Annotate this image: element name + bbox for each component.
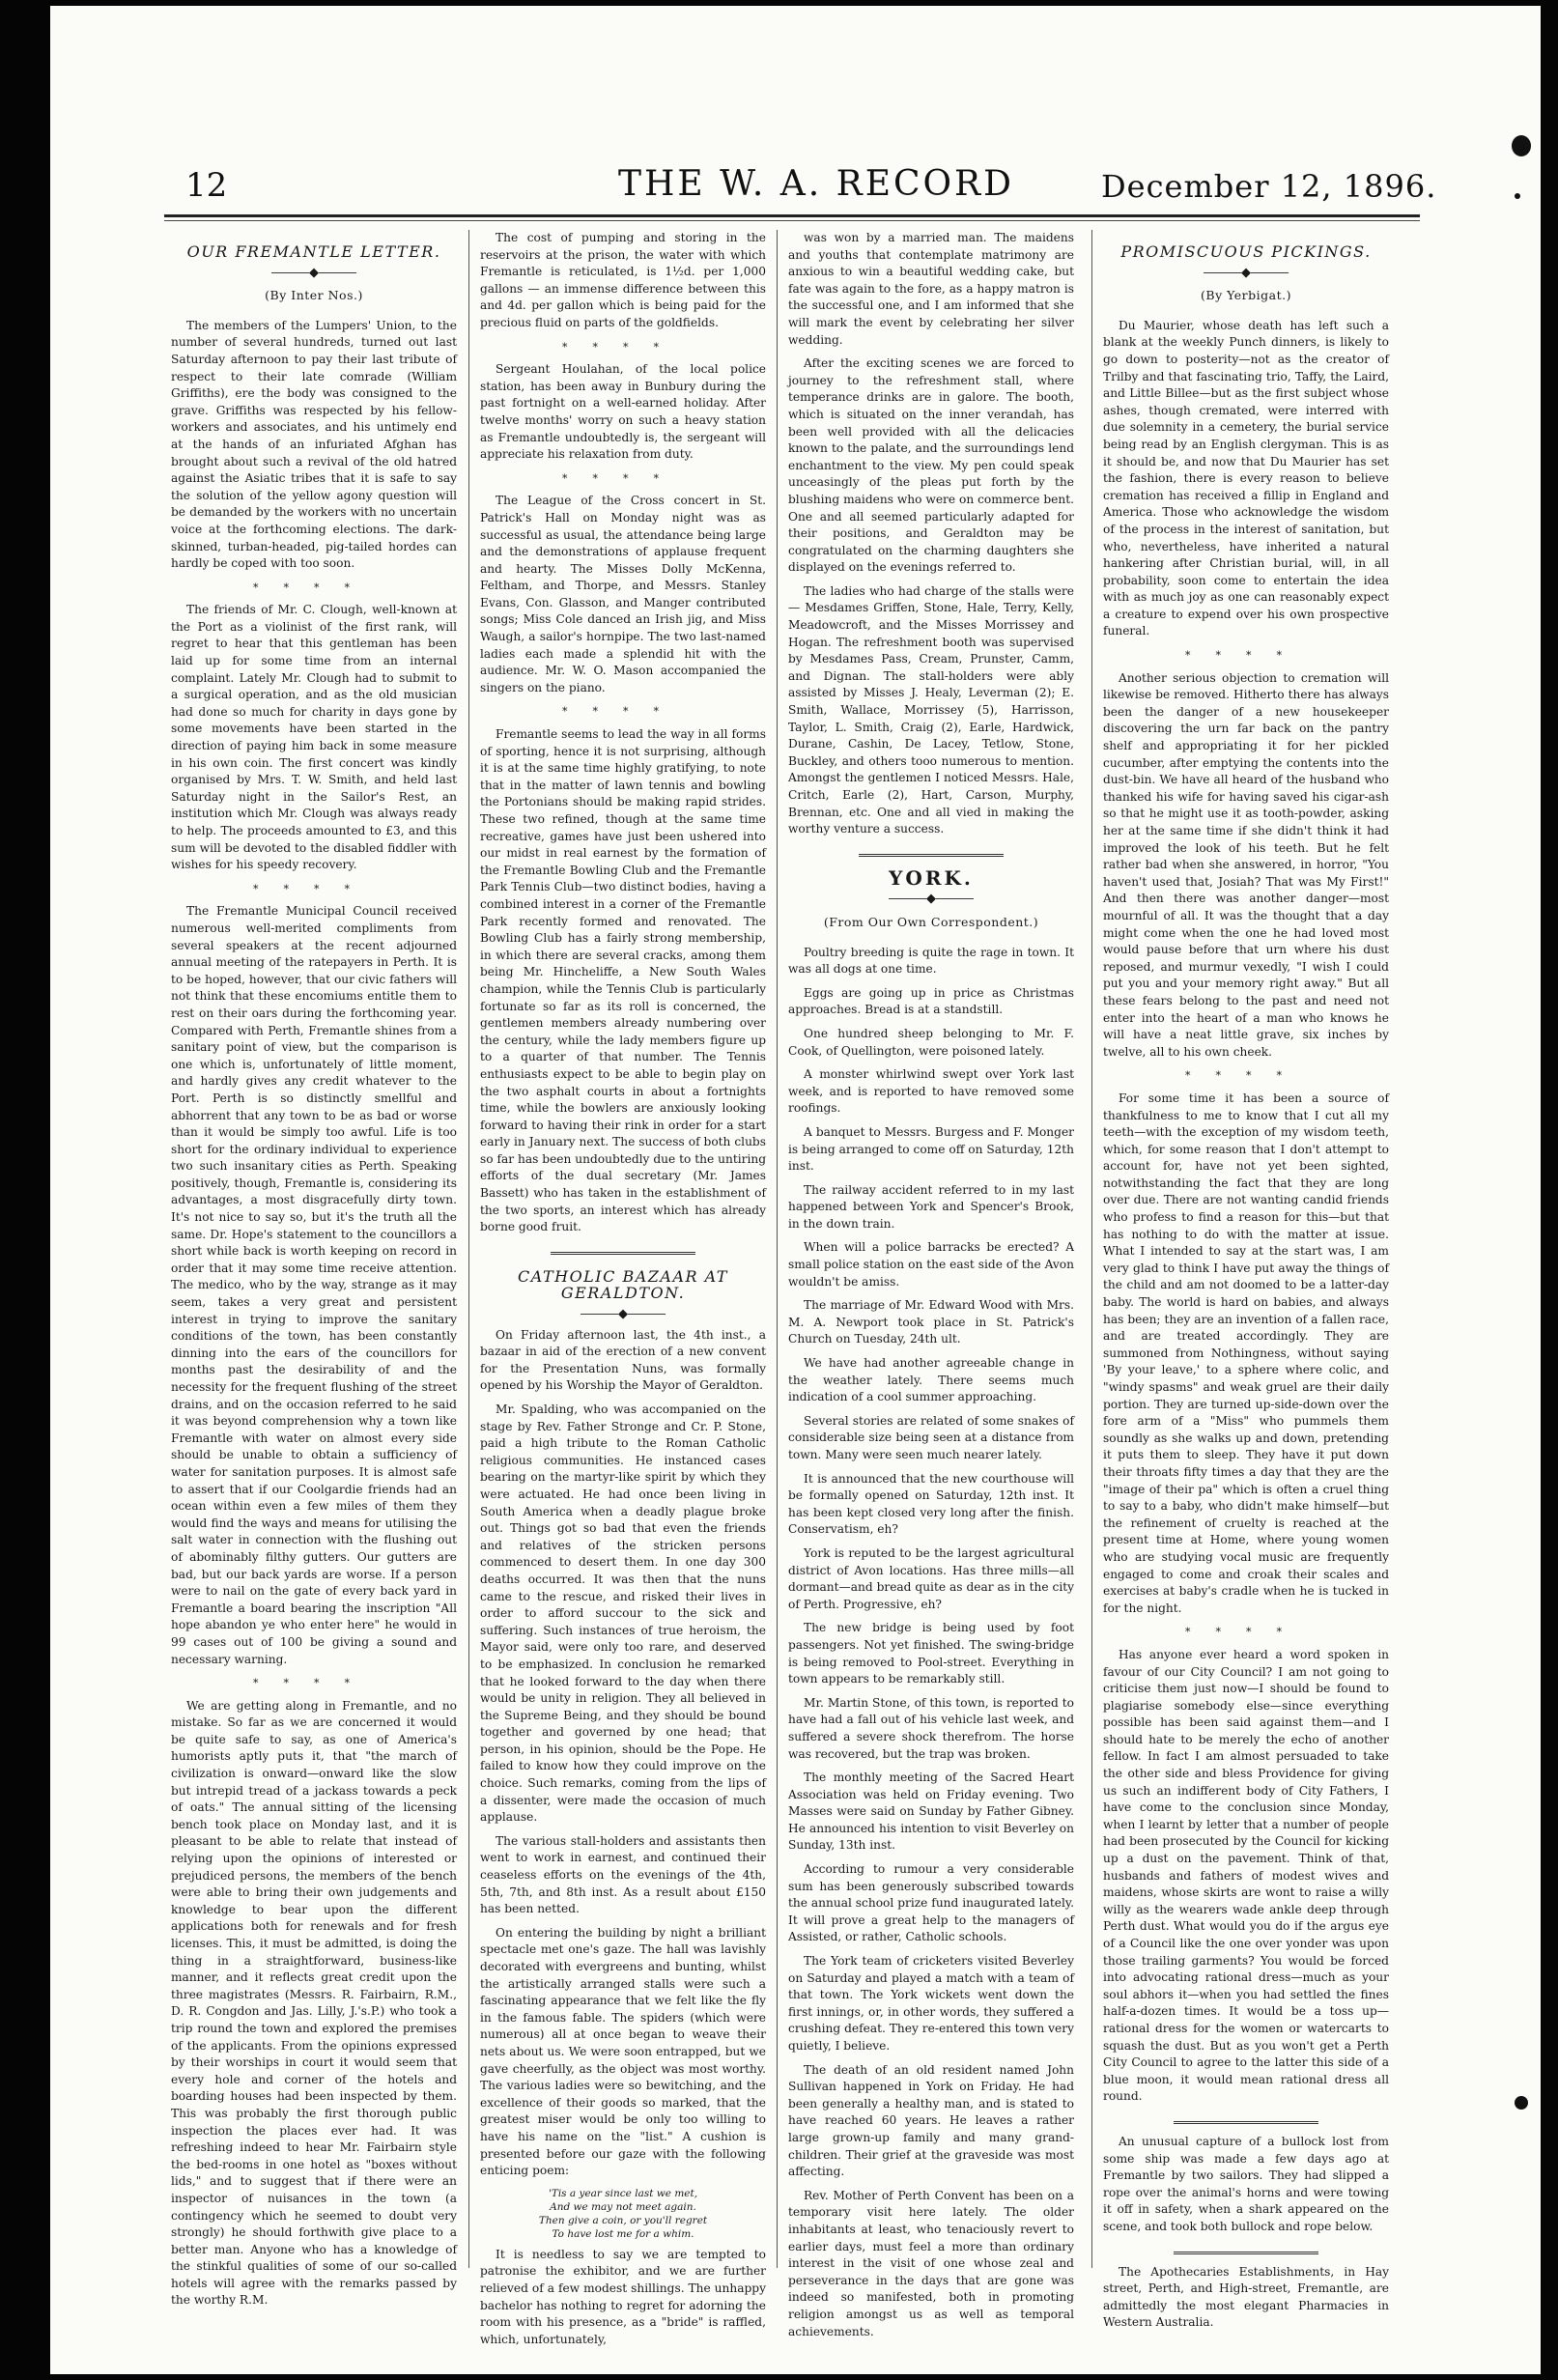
star-separator: **** xyxy=(562,471,684,485)
article-paragraph: The death of an old resident named John Sullivan happened in York on Friday. He had been generally a healthy man, and is stated to have reached 60 years. He leaves a rather large grown-up family and many grand-children. Their grief at the graveside was most affecting. xyxy=(788,2062,1074,2179)
article-paragraph: Has anyone ever heard a word spoken in favour of our City Council? I am not going to criticise them just now—I should be found to plagiarise somebody else—since everything possible has been said against them—and I should hate to be merely the echo of another fellow. In fact I am almost persuaded to take the other side and bless Providence for giving us such an indifferent body of City Fathers, I have come to the conclusion since Monday, when I learnt by letter that a number of people had been prosecuted by the Council for kicking up a dust on the pavement. Think of that, husbands and fathers of modest wives and maidens, whose skirts are wont to raise a willy willy as the wearers wade ankle deep through Perth dust. What would you do if the argus eye of a Council like the one over yonder was upon those trailing garments? You would be forced into advocating rational dress—much as your soul abhors it—when you had settled the fines half-a-dozen times. It would be a toss up—rational dress for the women or watercarts to squash the dust. But as you won't get a Perth City Council to agree to the latter this side of a blue moon, it would mean rational dress all round. xyxy=(1103,1647,1389,2104)
article-paragraph: When will a police barracks be erected? A small police station on the east side of the Avon wouldn't be amiss. xyxy=(788,1240,1074,1289)
article-paragraph: The new bridge is being used by foot passengers. Not yet finished. The swing-bridge is being removed to Pool-street. Everything in town appears to be remarkably still. xyxy=(788,1621,1074,1686)
poem-line: Then give a coin, or you'll regret xyxy=(538,2214,708,2226)
article-paragraph: The ladies who had charge of the stalls were — Mesdames Griffen, Stone, Hale, Terry, Kelly, Meadowcroft, and the Misses Morrissey and Hogan. The refreshment booth was supervised by Mesdames Pass, Cream, Prunster, Camm, and Dignan. The stall-holders were ably assisted by Misses J. Healy, Leverman (2); E. Smith, Wallace, Morrissey (5), Harrisson, Taylor, L. Smith, Craig (2), Earle, Hardwick, Durane, Cashin, De Lacey, Tetlow, Stone, Buckley, and others tooo numerous to mention. Amongst the gentlemen I noticed Messrs. Hale, Critch, Earle (2), Hart, Carson, Murphy, Brennan, etc. One and all vied in making the worthy venture a success. xyxy=(788,583,1074,836)
section-title-york: YORK. xyxy=(889,865,974,890)
star-separator: **** xyxy=(253,882,375,895)
article-paragraph: was won by a married man. The maidens and youths that contemplate matrimony are anxious to win a beautiful wedding cake, but fate was again to the fore, as a happy matron is the successful one, and I am informed that she will mark the event by celebrating her silver wedding. xyxy=(788,231,1074,347)
article-paragraph: Rev. Mother of Perth Convent has been on a temporary visit here lately. The older inhabitants at least, who tenaciously revert to earlier days, must feel a more than ordinary interest in the visit of one whose zeal and perseverance in the days that are gone was indeed so manifested, both in promoting religion amongst us as well as temporal achievements. xyxy=(788,2188,1074,2338)
star-separator: **** xyxy=(1185,1626,1307,1639)
article-paragraph: Another serious objection to cremation will likewise be removed. Hitherto there has always been the danger of a new housekeeper discovering the urn far back on the pantry shelf and appropriating it for her pickled cucumber, after emptying the contents into the dust-bin. We have all heard of the husband who thanked his wife for having saved his cigar-ash so that he might use it as tooth-powder, asking her at the same time if she didn't think it had improved the look of his teeth. But he felt rather bad when she answered, in horror, "You haven't used that, Josiah? That was My First!" And then there was another danger—most mournful of all. It was the thought that a day might come when the one he had loved most would pause before that urn where his dust reposed, and murmur vexedly, "I wish I could put you and your memory right away." But all these fears belong to the past and need not enter into the heart of a man who knows he will have a neat little grave, six inches by twelve, all to his own cheek. xyxy=(1103,670,1389,1059)
byline: (By Yerbigat.) xyxy=(1201,288,1291,303)
article-paragraph: The monthly meeting of the Sacred Heart Association was held on Friday evening. Two Masses were said on Sunday by Father Gibney. He announced his intention to visit Beverley on Sunday, 13th inst. xyxy=(788,1771,1074,1853)
ornament-divider: ―――◆――― xyxy=(1204,265,1289,280)
section-title-geraldton: CATHOLIC BAZAAR AT GERALDTON. xyxy=(518,1266,728,1303)
column-divider xyxy=(468,230,469,2268)
article-paragraph: On entering the building by night a brilliant spectacle met one's gaze. The hall was lavishly decorated with evergreens and bunting, whilst the artistically arranged stalls were such a fascinating appearance that we felt like the fly in the famous fable. The spiders (which were numerous) all at once began to weave their nets about us. We were soon entrapped, but we gave cheerfully, as the object was most worthy. The various ladies were so bewitching, and the excellence of their goods so marked, that the greatest miser would be only too willing to have his name on the "list." A cushion is presented before our gaze with the following enticing poem: xyxy=(480,1925,766,2178)
article-paragraph: It is needless to say we are tempted to patronise the exhibitor, and we are further relieved of a few modest shillings. The unhappy bachelor has nothing to regret for adorning the room with his presence, as a "bride" is raffled, which, unfortunately, xyxy=(480,2247,766,2346)
article-paragraph: The cost of pumping and storing in the reservoirs at the prison, the water with which Fremantle is reticulated, is 1½d. per 1,000 gallons — an immense difference between this and 4d. per gallon which is being paid for the precious fluid on parts of the goldfields. xyxy=(480,231,766,329)
poem-line: To have lost me for a whim. xyxy=(552,2227,694,2240)
page-number: 12 xyxy=(185,166,228,205)
column-2 xyxy=(480,230,766,2346)
section-rule xyxy=(551,1252,695,1255)
star-separator: **** xyxy=(562,705,684,719)
column-divider xyxy=(1091,230,1092,2268)
article-paragraph: Sergeant Houlahan, of the local police station, has been away in Bunbury during the past fortnight on a well-earned holiday. After twelve months' worry on such a heavy station as Fremantle undoubtedly is, the sergeant will appreciate his relaxation from duty. xyxy=(480,362,766,462)
section-title-fremantle: OUR FREMANTLE LETTER. xyxy=(186,242,441,261)
article-paragraph: The various stall-holders and assistants then went to work in earnest, and continued their ceaseless efforts on the evenings of the 4th, 5th, 7th, and 8th inst. As a result about £150 has been netted. xyxy=(480,1833,766,1916)
poem xyxy=(480,2187,766,2241)
article-paragraph: Poultry breeding is quite the rage in town. It was all dogs at one time. xyxy=(788,945,1074,977)
article-paragraph: After the exciting scenes we are forced to journey to the refreshment stall, where temperance drinks are in galore. The booth, which is situated on the inner verandah, has been well provided with all the delicacies known to the palate, and the surroundings lend enchantment to the view. My pen could speak unceasingly of the pleas put forth by the blushing maidens who were on commerce bent. One and all seemed particularly adapted for their positions, and Geraldton may be congratulated on the charming daughters she displayed on the evenings referred to. xyxy=(788,356,1074,575)
header-rule xyxy=(164,214,1420,217)
ink-mark xyxy=(1515,193,1520,199)
article-paragraph: We are getting along in Fremantle, and no mistake. So far as we are concerned it would be quite safe to say, as one of America's humorists aptly puts it, that "the march of civilization is onward—onward like the slow but intrepid tread of a jackass towards a peck of oats." The annual sitting of the licensing bench took place on Monday last, and it is pleasant to be able to relate that instead of relying upon the opinions of interested or prejudiced persons, the members of the bench were able to bring their own judgements and knowledge to bear upon the different applications both for renewals and for fresh licenses. This, it must be admitted, is doing the thing in a straightforward, business-like manner, and it reflects great credit upon the three magistrates (Messrs. R. Fairbairn, R.M., D. R. Congdon and Jas. Lilly, J.'s.P.) who took a trip round the town and explored the premises of the applicants. From the opinions expressed by their worships in court it would seem that every hole and corner of the hotels and boarding houses had been inspected by them. This was probably the first thorough public inspection the places ever had. It was refreshing indeed to hear Mr. Fairbairn style the bed-rooms in one hotel as "boxes without lids," and to suggest that if there were an inspector of nuisances in the town (a contingency which he seemed to doubt very strongly) he should forthwith give place to a better man. Anyone who has a knowledge of the stinkful qualities of some of our so-called hotels will agree with the remarks passed by the worthy R.M. xyxy=(171,1698,457,2308)
star-separator: **** xyxy=(1185,649,1307,663)
article-paragraph: Mr. Martin Stone, of this town, is reported to have had a fall out of his vehicle last week, and suffered a severe shock therefrom. The horse was recovered, but the trap was broken. xyxy=(788,1695,1074,1761)
header-rule-thin xyxy=(164,220,1420,221)
byline: (From Our Own Correspondent.) xyxy=(823,914,1039,929)
article-paragraph: The marriage of Mr. Edward Wood with Mrs. M. A. Newport took place in St. Patrick's Church on Tuesday, 24th ult. xyxy=(788,1298,1074,1346)
article-paragraph: For some time it has been a source of thankfulness to me to know that I cut all my teeth—with the exception of my wisdom teeth, which, for some reason that I don't attempt to account for, have not yet been sighted, notwithstanding the fact that they are long over due. There are not wanting candid friends who profess to find a reason for this—but that has nothing to do with the matter at issue. What I intended to say at the start was, I am very glad to think I have put away the things of the child and am not doomed to be a latter-day baby. The world is hard on babies, and always has been; they are an invention of a fallen race, and are treated accordingly. They are summoned from Nothingness, without saying 'By your leave,' to a sphere where colic, and "windy spasms" and weak gruel are their daily portion. They are turned up-side-down over the fore arm of a "Miss" who pummels them soundly as she walks up and down, pretending it puts them to sleep. They have it put down their throats fifty times a day that they are the "image of their pa" which is often a cruel thing to say to a baby, who didn't make himself—but the refinement of cruelty is reached at the present time at Home, where young women who are studying vocal music are frequently engaged to come and croak their scales and exercises at baby's cradle when he is tucked in for the night. xyxy=(1103,1091,1389,1615)
article-paragraph: The friends of Mr. C. Clough, well-known at the Port as a violinist of the first rank, will regret to hear that this gentleman has been laid up for some time from an internal complaint. Lately Mr. Clough had to submit to a surgical operation, and as the old musician had done so much for charity in days gone by some movements have been started in the direction of paying him back in some measure in his own coin. The first concert was kindly organised by Mrs. T. W. Smith, and held last Saturday night in the Sailor's Rest, an institution which Mr. Clough was always ready to help. The proceeds amounted to £3, and this sum will be devoted to the disabled fiddler with wishes for his speedy recovery. xyxy=(171,603,457,872)
poem-line: 'Tis a year since last we met, xyxy=(548,2187,698,2199)
article-paragraph: Eggs are going up in price as Christmas approaches. Bread is at a standstill. xyxy=(788,985,1074,1017)
ornament-divider: ―――◆――― xyxy=(271,265,356,280)
byline: (By Inter Nos.) xyxy=(265,288,363,303)
punch-hole-mark xyxy=(1515,2096,1528,2110)
section-rule xyxy=(1174,2121,1318,2124)
article-paragraph: One hundred sheep belonging to Mr. F. Cook, of Quellington, were poisoned lately. xyxy=(788,1026,1074,1058)
column-divider xyxy=(777,230,778,2268)
article-paragraph: It is announced that the new courthouse will be formally opened on Saturday, 12th inst. It has been kept closed very long after the finish. Conservatism, eh? xyxy=(788,1471,1074,1537)
article-paragraph: The York team of cricketers visited Beverley on Saturday and played a match with a team of that town. The York wickets went down the first innings, or, in other words, they suffered a crushing defeat. They re-entered this town very quietly, I believe. xyxy=(788,1954,1074,2053)
star-separator: **** xyxy=(1185,1069,1307,1083)
article-paragraph: The League of the Cross concert in St. Patrick's Hall on Monday night was as successful as usual, the attendance being large and the demonstrations of applause frequent and hearty. The Misses Dolly McKenna, Feltham, and Thorpe, and Messrs. Stanley Evans, Con. Glasson, and Manger contributed songs; Miss Cole danced an Irish jig, and Miss Waugh, a sailor's hornpipe. The two last-named ladies each made a splendid hit with the audience. Mr. W. O. Mason accompanied the singers on the piano. xyxy=(480,494,766,694)
article-paragraph: Several stories are related of some snakes of considerable size being seen at a distance from town. Many were seen much nearer lately. xyxy=(788,1413,1074,1461)
article-paragraph: A banquet to Messrs. Burgess and F. Monger is being arranged to come off on Saturday, 12th inst. xyxy=(788,1124,1074,1174)
article-paragraph: York is reputed to be the largest agricultural district of Avon locations. Has three mills—all dormant—and bread quite as dear as in the city of Perth. Progressive, eh? xyxy=(788,1545,1074,1611)
article-paragraph: The railway accident referred to in my last happened between York and Spencer's Brook, in the down train. xyxy=(788,1182,1074,1231)
article-paragraph: A monster whirlwind swept over York last week, and is reported to have removed some roofings. xyxy=(788,1067,1074,1116)
star-separator: **** xyxy=(253,1677,375,1690)
masthead-date: December 12, 1896. xyxy=(1101,168,1437,205)
masthead-title: THE W. A. RECORD xyxy=(618,164,1015,204)
article-paragraph: On Friday afternoon last, the 4th inst., a bazaar in aid of the erection of a new convent for the Presentation Nuns, was formally opened by his Worship the Mayor of Geraldton. xyxy=(480,1327,766,1393)
article-paragraph: An unusual capture of a bullock lost from some ship was made a few days ago at Fremantle by two sailors. They had slipped a rope over the animal's horns and were towing it off in safety, when a shark appeared on the scene, and took both bullock and rope below. xyxy=(1103,2134,1389,2233)
ornament-divider: ―――◆――― xyxy=(889,892,974,907)
column-1 xyxy=(171,230,457,2308)
section-rule xyxy=(1174,2252,1318,2254)
article-paragraph: The members of the Lumpers' Union, to the number of several hundreds, turned out last Saturday afternoon to pay their last tribute of respect to their late comrade (William Griffiths), ere the body was consigned to the grave. Griffiths was respected by his fellow-workers and associates, and his untimely end at the hands of an infuriated Afghan has brought about such a revival of the old hatred against the Asiatic tribes that it is safe to say the solution of the yellow agony question will be demanded by the workers with no uncertain voice at the forthcoming elections. The dark-skinned, turban-headed, pig-tailed hordes can hardly be coped with too soon. xyxy=(171,318,457,571)
poem-line: And we may not meet again. xyxy=(550,2200,696,2213)
article-paragraph: According to rumour a very considerable sum has been generously subscribed towards the annual school prize fund inaugurated lately. It will prove a great help to the managers of Assisted, or rather, Catholic schools. xyxy=(788,1862,1074,1944)
article-paragraph: The Fremantle Municipal Council received numerous well-merited compliments from several speakers at the recent adjourned annual meeting of the ratepayers in Perth. It is to be hoped, however, that our civic fathers will not think that these encomiums entitle them to rest on their oars during the forthcoming year. Compared with Perth, Fremantle shines from a sanitary point of view, but the comparison is one which is, unfortunately of little moment, and hardly gives any credit whatever to the Port. Perth is so distinctly smellful and abhorrent that any town to be as bad or worse than it would be simply too awful. Life is too short for the ordinary individual to experience two such insanitary cities as Perth. Speaking positively, though, Fremantle is, considering its advantages, a most disgracefully dirty town. It's not nice to say so, but it's the truth all the same. Dr. Hope's statement to the councillors a short while back is worth keeping on record in order that it may some time receive attention. The medico, who by the way, strange as it may seem, takes a very great and persistent interest in trying to improve the sanitary conditions of the town, has been constantly dinning into the ears of the councillors for months past the desirability of and the necessity for the frequent flushing of the street drains, and on the occasion referred to he said it was beyond comprehension why a town like Fremantle with water on almost every side should be unable to obtain a sufficiency of water for sanitation purposes. It is almost safe to assert that if our Coolgardie friends had an ocean within even a few miles of them they would find the ways and means for utilising the salt water in connection with the flushing out of abominably filthy gutters. Our gutters are bad, but our back yards are worse. If a person were to nail on the gate of every back yard in Fremantle a board bearing the inscription "All hope abandon ye who enter here" he would in 99 cases out of 100 be giving a sound and necessary warning. xyxy=(171,904,457,1666)
section-rule xyxy=(859,854,1004,857)
article-paragraph: Fremantle seems to lead the way in all forms of sporting, hence it is not surprising, although it is at the same time highly gratifying, to note that in the matter of lawn tennis and bowling the Portonians should be making rapid strides. These two refined, though at the same time recreative, games have just been ushered into our midst in real earnest by the formation of the Fremantle Bowling Club and the Fremantle Park Tennis Club—two distinct bodies, having a combined interest in a corner of the Fremantle Park recently formed and renovated. The Bowling Club has a fairly strong membership, in which there are several cracks, among them being Mr. Hincheliffe, a New South Wales champion, while the Tennis Club is particularly fortunate so far as its roll is concerned, the gentlemen members already numbering over the century, while the lady members figure up to a quarter of that number. The Tennis enthusiasts expect to be able to begin play on the two asphalt courts in about a fortnights time, while the bowlers are anxiously looking forward to having their rink in order for a start early in January next. The success of both clubs so far has been undoubtedly due to the untiring efforts of the dual secretary (Mr. James Bassett) who has taken in the establishment of the two sports, an interest which has already borne good fruit. xyxy=(480,727,766,1234)
star-separator: **** xyxy=(253,581,375,594)
punch-hole-mark xyxy=(1512,135,1531,156)
section-title-pickings: PROMISCUOUS PICKINGS. xyxy=(1120,242,1372,261)
ornament-divider: ―――◆――― xyxy=(581,1307,666,1322)
article-paragraph: The Apothecaries Establishments, in Hay street, Perth, and High-street, Fremantle, are admittedly the most elegant Pharmacies in Western Australia. xyxy=(1103,2264,1389,2330)
article-paragraph: Mr. Spalding, who was accompanied on the stage by Rev. Father Stronge and Cr. P. Stone, paid a high tribute to the Roman Catholic religious communities. He instanced cases bearing on the martyr-like spirit by which they were actuated. He had once been living in South America when a deadly plague broke out. Things got so bad that even the friends and relatives of the stricken persons commenced to desert them. In one day 300 deaths occurred. It was then that the nuns came to the rescue, and risked their lives in order to afford succour to the sick and suffering. Such instances of true heroism, the Mayor said, were only too rare, and deserved to be emphasized. In conclusion he remarked that he looked forward to the day when there would be unity in religion. They all believed in the Supreme Being, and they should be bound together and governed by one head; that person, in his opinion, should be the Pope. He failed to know how they could improve on the choice. Such remarks, coming from the lips of a dissenter, were made the occasion of much applause. xyxy=(480,1402,766,1825)
star-separator: **** xyxy=(562,340,684,354)
column-3 xyxy=(788,230,1074,2338)
article-paragraph: We have had another agreeable change in the weather lately. There seems much indication of a cool summer approaching. xyxy=(788,1356,1074,1404)
article-paragraph: Du Maurier, whose death has left such a blank at the weekly Punch dinners, is likely to go down to posterity—not as the creator of Trilby and that fascinating trio, Taffy, the Laird, and Little Billee—but as the first subject whose ashes, though cremated, were interred with due solemnity in a cemetery, the burial service being read by an English clergyman. This is as it should be, and now that Du Maurier has set the fashion, there is every reason to believe cremation has received a fillip in England and America. Those who acknowledge the wisdom of the process in the interest of sanitation, but who, nevertheless, have inherited a natural hankering after Christian burial, will, in all probability, soon come to entertain the idea with as much joy as one can reasonably expect a creature to expend over his own prospective funeral. xyxy=(1103,318,1389,638)
column-4 xyxy=(1103,230,1389,2330)
